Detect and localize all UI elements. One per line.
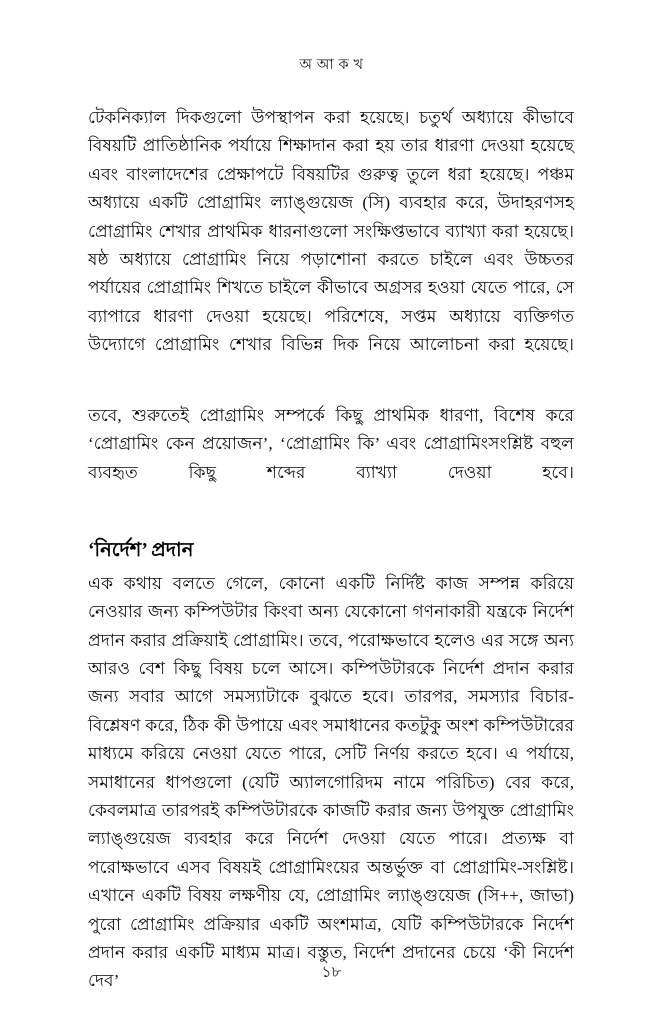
- running-header-title: অ আ ক খ: [299, 57, 364, 73]
- section-heading: ‘নির্দেশ’ প্রদান: [88, 539, 194, 561]
- text-column: [88, 104, 574, 1024]
- page-number: ১৮: [321, 963, 342, 981]
- body-paragraph-2: তবে, শুরুতেই প্রোগ্রামিং সম্পর্কে কিছু প্রাথমিক ধারণা, বিশেষ করে ‘প্রোগ্রামিং কেন প্রয়োজন’, ‘প্রোগ্রামিং কি’ এবং প্রোগ্রামিংসংশ্লিষ্ট বহুল ব্যবহৃত কিছু শব্দের ব্যাখ্যা দেওয়া হবে।: [88, 406, 574, 482]
- body-paragraph-3: এক কথায় বলতে গেলে, কোনো একটি নির্দিষ্ট কাজ সম্পন্ন করিয়ে নেওয়ার জন্য কম্পিউটার কিংবা অন্য যেকোনো গণনাকারী যন্ত্রকে নির্দেশ প্রদান করার প্রক্রিয়াই প্রোগ্রামিং। তবে, পরোক্ষভাবে হলেও এর সঙ্গে অন্য আরও বেশ কিছু বিষয় চলে আসে। কম্পিউটারকে নির্দেশ প্রদান করার জন্য সবার আগে সমস্যাটাকে বুঝতে হবে। তারপর, সমস্যার বিচার-বিশ্লেষণ করে, ঠিক কী উপায়ে এবং সমাধানের কতটুকু অংশ কম্পিউটারের মাধ্যমে করিয়ে নেওয়া যেতে পারে, সেটি নির্ণয় করতে হবে। এ পর্যায়ে, সমাধানের ধাপগুলো (যেটি অ্যালগোরিদম নামে পরিচিত) বের করে, কেবলমাত্র তারপরই কম্পিউটারকে কাজটি করার জন্য উপযুক্ত প্রোগ্রামিং ল্যাঙ্গুয়েজ ব্যবহার করে নির্দেশ দেওয়া যেতে পারে। প্রত্যক্ষ বা পরোক্ষভাবে এসব বিষয়ই প্রোগ্রামিংয়ের অন্তর্ভুক্ত বা প্রোগ্রামিং-সংশ্লিষ্ট। এখানে একটি বিষয় লক্ষণীয় যে, প্রোগ্রামিং ল্যাঙ্গুয়েজ (সি++, জাভা) পুরো প্রোগ্রামিং প্রক্রিয়ার একটি অংশমাত্র, যেটি কম্পিউটারকে নির্দেশ প্রদান করার একটি মাধ্যম মাত্র। বস্তুত, নির্দেশ প্রদানের চেয়ে ‘কী নির্দেশ দেব’: [88, 573, 574, 991]
- body-paragraph-1: টেকনিক্যাল দিকগুলো উপস্থাপন করা হয়েছে। চতুর্থ অধ্যায়ে কীভাবে বিষয়টি প্রাতিষ্ঠানিক পর্যায়ে শিক্ষাদান করা হয় তার ধারণা দেওয়া হয়েছে এবং বাংলাদেশের প্রেক্ষাপটে বিষয়টির গুরুত্ব তুলে ধরা হয়েছে। পঞ্চম অধ্যায়ে একটি প্রোগ্রামিং ল্যাঙ্গুয়েজ (সি) ব্যবহার করে, উদাহরণসহ প্রোগ্রামিং শেখার প্রাথমিক ধারনাগুলো সংক্ষিপ্তভাবে ব্যাখ্যা করা হয়েছে। ষষ্ঠ অধ্যায়ে প্রোগ্রামিং নিয়ে পড়াশোনা করতে চাইলে এবং উচ্চতর পর্যায়ের প্রোগ্রামিং শিখতে চাইলে কীভাবে অগ্রসর হওয়া যেতে পারে, সে ব্যাপারে ধারণা দেওয়া হয়েছে। পরিশেষে, সপ্তম অধ্যায়ে ব্যক্তিগত উদ্যোগে প্রোগ্রামিং শেখার বিভিন্ন দিক নিয়ে আলোচনা করা হয়েছে।: [88, 108, 574, 355]
